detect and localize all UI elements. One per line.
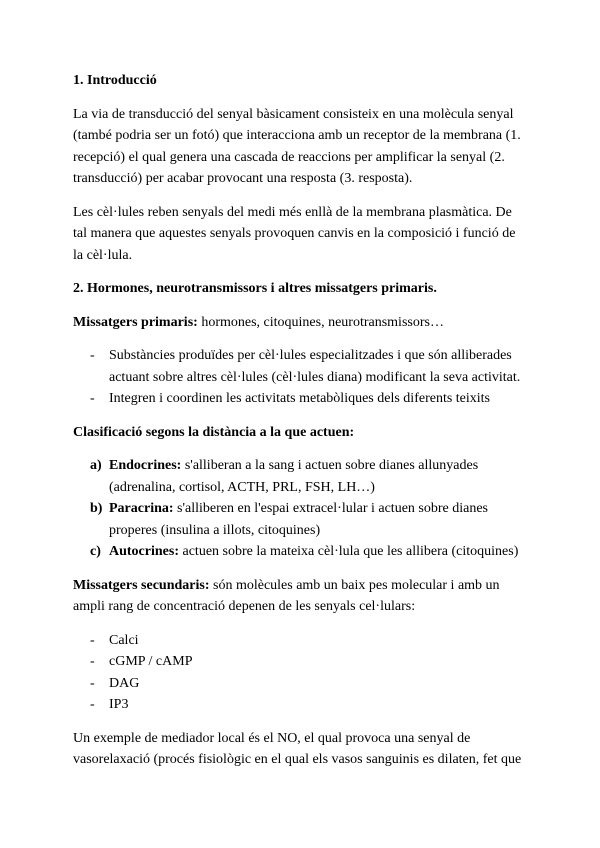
dash-marker: - [90,391,95,406]
list-item [73,694,525,716]
dash-marker: - [90,697,95,712]
closing-paragraph: Un exemple de mediador local és el NO, el qual provoca una senyal de vasorelaxació (procés fisiològic en el qual els vasos sanguinis es dilaten, fet que [73,730,522,767]
section-heading-2: 2. Hormones, neurotransmissors i altres missatgers primaris. [73,281,437,296]
dash-marker: - [90,632,95,648]
list-item-text: IP3 [109,697,129,712]
class-label: Paracrina: [109,501,174,516]
class-label: Autocrines: [109,544,179,559]
list-item [73,630,525,652]
intro-paragraph-1: La via de transducció del senyal bàsicament consisteix en una molècula senyal (també podria ser un fotó) que interacciona amb un receptor de la membrana (1. recepció) el qual genera una cascada de reaccions per amplificar la senyal (2. transducció) per acabar provocant una resposta (3. resposta). [73,106,521,186]
dash-marker: - [90,348,95,363]
classification-heading-text: Clasificació segons la distància a la que actuen: [73,424,355,440]
list-item [73,541,525,563]
list-item [73,651,525,673]
list-item-text: DAG [109,675,140,691]
primary-messengers-text: hormones, citoquines, neurotransmissors… [197,314,444,330]
class-text: s'alliberen en l'espai extracel·lular i actuen sobre dianes properes (insulina a illots, citoquines) [109,501,488,538]
letter-marker: c) [90,544,101,559]
class-text: s'alliberan a la sang i actuen sobre dianes allunyades (adrenalina, cortisol, ACTH, PRL, FSH, LH…) [109,458,479,495]
secondary-messengers-text: són molècules amb un baix pes molecular i amb un ampli rang de concentració depenen de les senyals cel·lulars: [73,577,500,614]
letter-marker: b) [90,501,103,516]
list-item [73,498,525,541]
class-text: actuen sobre la mateixa cèl·lula que les allibera (citoquines) [179,544,519,559]
list-item-text: Calci [109,632,139,648]
class-label: Endocrines: [109,458,182,473]
list-item [73,673,525,695]
intro-paragraph-2: Les cèl·lules reben senyals del medi més enllà de la membrana plasmàtica. De tal manera que aquestes senyals provoquen canvis en la composició i funció de la cèl·lula. [73,204,516,263]
list-item-text: cGMP / cAMP [109,654,193,669]
section-heading-1: 1. Introducció [73,73,157,88]
secondary-messengers-paragraph [73,575,525,618]
dash-marker: - [90,654,95,669]
classification-heading [73,422,525,444]
letter-marker: a) [90,458,102,473]
primary-messengers-list [73,345,525,410]
list-item [73,388,525,410]
classification-list [73,455,525,563]
list-item [73,345,525,388]
list-item-text: Substàncies produïdes per cèl·lules especialitzades i que són alliberades actuant sobre altres cèl·lules (cèl·lules diana) modificant la seva activitat. [109,348,521,385]
list-item-text: Integren i coordinen les activitats metabòliques dels diferents teixits [109,391,491,406]
primary-messengers-paragraph [73,312,525,334]
secondary-messengers-list [73,630,525,716]
document-page [73,70,525,783]
dash-marker: - [90,675,95,691]
primary-messengers-label: Missatgers primaris: [73,314,198,330]
secondary-messengers-label: Missatgers secundaris: [73,577,210,593]
list-item [73,455,525,498]
